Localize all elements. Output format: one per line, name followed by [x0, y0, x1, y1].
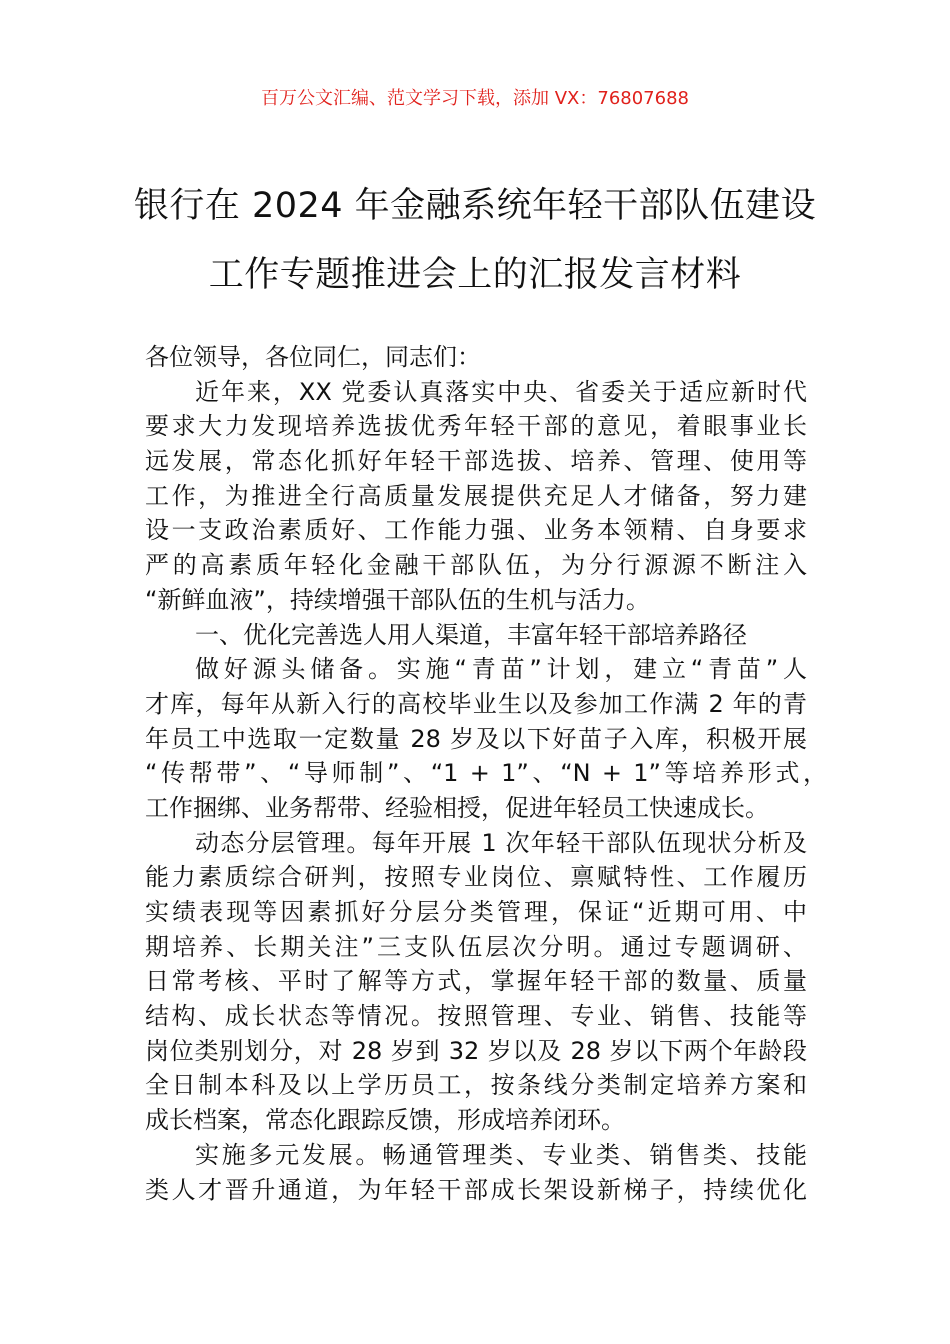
- paragraph-line: 岗位类别划分，对 28 岁到 32 岁以及 28 岁以下两个年龄段: [145, 1036, 807, 1065]
- paragraph-line: 要求大力发现培养选拔优秀年轻干部的意见，着眼事业长: [145, 412, 807, 441]
- paragraph-line: 近年来，XX 党委认真落实中央、省委关于适应新时代: [195, 377, 807, 406]
- watermark-header: 百万公文汇编、范文学习下载，添加 VX：76807688: [261, 88, 689, 109]
- section-heading: 一、优化完善选人用人渠道，丰富年轻干部培养路径: [195, 620, 747, 649]
- document-title-line-1: 银行在 2024 年金融系统年轻干部队伍建设: [133, 186, 817, 226]
- paragraph-line: 能力素质综合研判，按照专业岗位、禀赋特性、工作履历: [145, 863, 807, 892]
- paragraph-line: 全日制本科及以上学历员工，按条线分类制定培养方案和: [145, 1071, 807, 1100]
- paragraph-line: 日常考核、平时了解等方式，掌握年轻干部的数量、质量: [145, 967, 807, 996]
- paragraph-line: 类人才晋升通道，为年轻干部成长架设新梯子，持续优化: [145, 1175, 807, 1204]
- paragraph-line: 年员工中选取一定数量 28 岁及以下好苗子入库，积极开展: [145, 724, 807, 753]
- paragraph-line: “传帮带”、“导师制”、“1 + 1”、“N + 1”等培养形式，: [145, 759, 827, 788]
- paragraph-line: 动态分层管理。每年开展 1 次年轻干部队伍现状分析及: [195, 828, 807, 857]
- document-body: [145, 340, 827, 1207]
- document-title-line-2: 工作专题推进会上的汇报发言材料: [208, 255, 742, 295]
- paragraph-line: 实绩表现等因素抓好分层分类管理，保证“近期可用、中: [145, 898, 807, 926]
- paragraph-line: 设一支政治素质好、工作能力强、业务本领精、自身要求: [145, 516, 807, 545]
- paragraph-line: 成长档案，常态化跟踪反馈，形成培养闭环。: [145, 1106, 625, 1135]
- paragraph-line: 期培养、长期关注”三支队伍层次分明。通过专题调研、: [145, 932, 807, 961]
- paragraph-line: 工作，为推进全行高质量发展提供充足人才储备，努力建: [145, 481, 807, 510]
- paragraph-line: “新鲜血液”，持续增强干部队伍的生机与活力。: [145, 585, 650, 614]
- paragraph-line: 才库，每年从新入行的高校毕业生以及参加工作满 2 年的青: [145, 689, 807, 718]
- paragraph-line: 工作捆绑、业务帮带、经验相授，促进年轻员工快速成长。: [145, 793, 769, 822]
- paragraph-line: 结构、成长状态等情况。按照管理、专业、销售、技能等: [145, 1002, 807, 1031]
- paragraph-line: 严的高素质年轻化金融干部队伍，为分行源源不断注入: [145, 551, 807, 580]
- paragraph-line: 做好源头储备。实施“青苗”计划，建立“青苗”人: [195, 655, 807, 684]
- salutation: 各位领导，各位同仁，同志们：: [145, 343, 481, 371]
- paragraph-line: 实施多元发展。畅通管理类、专业类、销售类、技能: [195, 1140, 807, 1169]
- paragraph-line: 远发展，常态化抓好年轻干部选拔、培养、管理、使用等: [145, 447, 807, 476]
